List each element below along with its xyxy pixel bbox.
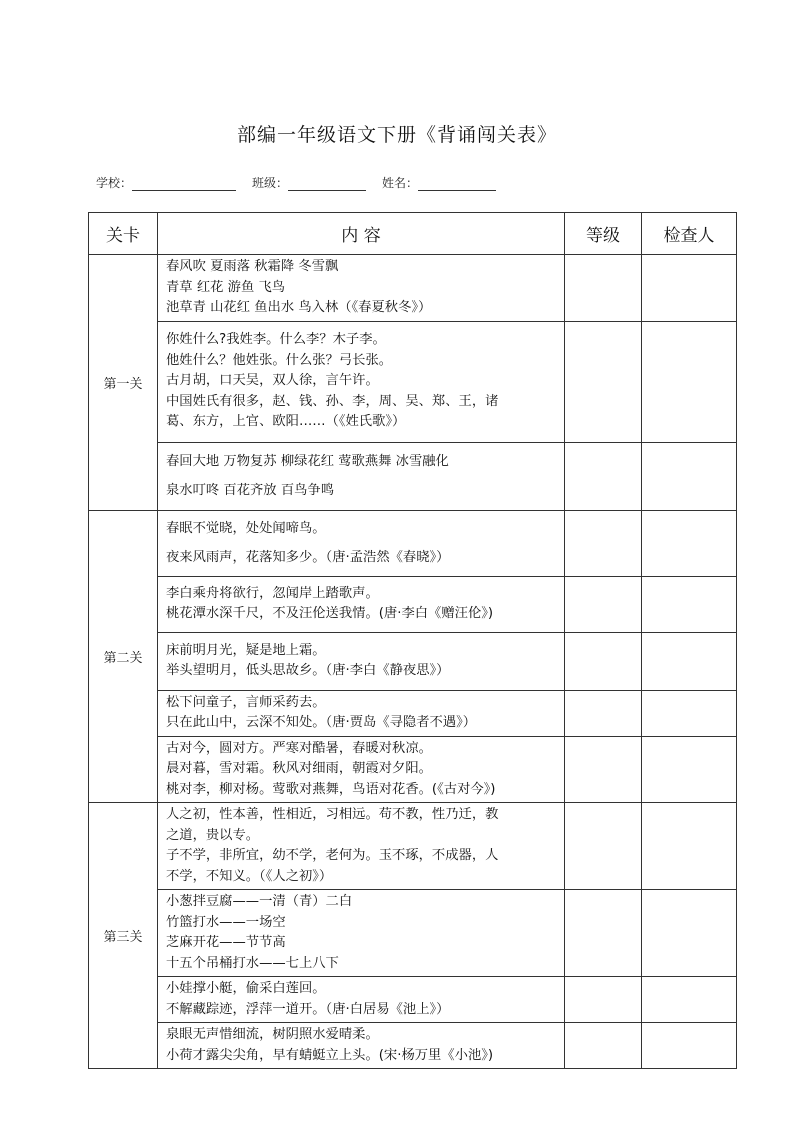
content-line: 子不学，非所宜，幼不学，老何为。玉不琢，不成器，人 bbox=[166, 848, 499, 863]
checker-cell[interactable] bbox=[642, 510, 737, 576]
level-name: 第三关 bbox=[89, 803, 158, 1069]
name-label: 姓名： bbox=[382, 176, 419, 190]
content-line: 人之初，性本善，性相近，习相远。苟不教，性乃迁，教 bbox=[166, 807, 499, 822]
content-cell bbox=[158, 321, 565, 442]
content-line: 春眠不觉晓，处处闻啼鸟。 bbox=[166, 521, 326, 536]
content-line: 泉眼无声惜细流，树阴照水爱晴柔。 bbox=[166, 1027, 379, 1042]
content-cell bbox=[158, 1023, 565, 1069]
content-cell bbox=[158, 510, 565, 576]
content-cell bbox=[158, 890, 565, 977]
content-line: 芝麻开花——节节高 bbox=[166, 935, 286, 950]
school-label: 学校： bbox=[96, 176, 133, 190]
checker-cell[interactable] bbox=[642, 977, 737, 1023]
content-line: 青草 红花 游鱼 飞鸟 bbox=[166, 279, 286, 295]
content-cell bbox=[158, 977, 565, 1023]
content-line: 晨对暮，雪对霜。秋风对细雨，朝霞对夕阳。 bbox=[166, 761, 432, 776]
checker-cell[interactable] bbox=[642, 890, 737, 977]
content-line: 举头望明月，低头思故乡。（唐·李白《静夜思》） bbox=[166, 663, 450, 678]
table-row bbox=[89, 255, 737, 322]
checker-cell[interactable] bbox=[642, 690, 737, 736]
page-title: 部编一年级语文下册《背诵闯关表》 bbox=[236, 124, 557, 146]
grade-cell[interactable] bbox=[565, 510, 642, 576]
content-cell bbox=[158, 442, 565, 510]
grade-cell[interactable] bbox=[565, 803, 642, 890]
content-line: 泉水叮咚 百花齐放 百鸟争鸣 bbox=[166, 483, 335, 498]
content-line: 之道，贵以专。 bbox=[166, 827, 260, 843]
content-line: 桃对李，柳对杨。莺歌对燕舞，鸟语对花香。(《古对今》) bbox=[166, 781, 496, 797]
grade-cell[interactable] bbox=[565, 690, 642, 736]
recitation-table bbox=[88, 212, 737, 1069]
content-line: 中国姓氏有很多，赵、钱、孙、李，周、吴、郑、王，诸 bbox=[166, 393, 499, 409]
grade-cell[interactable] bbox=[565, 321, 642, 442]
content-line: 他姓什么？他姓张。什么张？弓长张。 bbox=[166, 352, 393, 368]
content-cell bbox=[158, 576, 565, 632]
header-grade: 等级 bbox=[565, 213, 642, 255]
checker-cell[interactable] bbox=[642, 803, 737, 890]
info-fields bbox=[96, 174, 496, 191]
content-line: 春回大地 万物复苏 柳绿花红 莺歌燕舞 冰雪融化 bbox=[166, 454, 449, 469]
content-cell bbox=[158, 255, 565, 322]
table-row bbox=[89, 803, 737, 890]
checker-cell[interactable] bbox=[642, 1023, 737, 1069]
name-field bbox=[382, 174, 496, 191]
content-line: 李白乘舟将欲行，忽闻岸上踏歌声。 bbox=[166, 585, 379, 601]
content-line: 古对今，圆对方。严寒对酷暑，春暖对秋凉。 bbox=[166, 740, 432, 756]
content-line: 夜来风雨声，花落知多少。（唐·孟浩然《春晓》） bbox=[166, 550, 450, 565]
table-row bbox=[89, 736, 737, 803]
content-line: 葛、东方，上官、欧阳……（《姓氏歌》） bbox=[166, 414, 406, 430]
header-content: 内 容 bbox=[158, 213, 565, 255]
table-row bbox=[89, 442, 737, 510]
table-row bbox=[89, 510, 737, 576]
content-cell bbox=[158, 803, 565, 890]
grade-cell[interactable] bbox=[565, 442, 642, 510]
checker-cell[interactable] bbox=[642, 442, 737, 510]
class-blank bbox=[288, 180, 366, 191]
content-line: 竹篮打水——一场空 bbox=[166, 914, 286, 930]
checker-cell[interactable] bbox=[642, 632, 737, 690]
content-line: 只在此山中，云深不知处。（唐·贾岛《寻隐者不遇》） bbox=[166, 715, 477, 730]
grade-cell[interactable] bbox=[565, 890, 642, 977]
table-header-row bbox=[89, 213, 737, 255]
content-line: 不解藏踪迹，浮萍一道开。（唐·白居易《池上》） bbox=[166, 1001, 450, 1017]
grade-cell[interactable] bbox=[565, 736, 642, 803]
name-blank bbox=[418, 180, 496, 191]
level-name: 第二关 bbox=[89, 510, 158, 803]
content-line: 小葱拌豆腐——一清（青）二白 bbox=[166, 894, 353, 909]
table-row bbox=[89, 576, 737, 632]
content-line: 春风吹 夏雨落 秋霜降 冬雪飘 bbox=[166, 259, 339, 274]
grade-cell[interactable] bbox=[565, 576, 642, 632]
table-row bbox=[89, 321, 737, 442]
checker-cell[interactable] bbox=[642, 576, 737, 632]
content-line: 小荷才露尖尖角，早有蜻蜓立上头。(宋·杨万里《小池》) bbox=[166, 1047, 494, 1063]
content-line: 十五个吊桶打水——七上八下 bbox=[166, 955, 339, 971]
table-row bbox=[89, 890, 737, 977]
school-field bbox=[96, 174, 252, 191]
content-line: 池草青 山花红 鱼出水 鸟入林（《春夏秋冬》） bbox=[166, 300, 432, 315]
level-name: 第一关 bbox=[89, 255, 158, 511]
content-cell bbox=[158, 690, 565, 736]
content-line: 不学，不知义。（《人之初》） bbox=[166, 868, 333, 884]
content-line: 你姓什么?我姓李。什么李？木子李。 bbox=[166, 332, 386, 348]
grade-cell[interactable] bbox=[565, 255, 642, 322]
table-row bbox=[89, 632, 737, 690]
class-label: 班级： bbox=[252, 176, 289, 190]
content-line: 古月胡，口天吴，双人徐，言午许。 bbox=[166, 373, 379, 389]
header-checker: 检查人 bbox=[642, 213, 737, 255]
table-row bbox=[89, 1023, 737, 1069]
grade-cell[interactable] bbox=[565, 977, 642, 1023]
checker-cell[interactable] bbox=[642, 321, 737, 442]
content-line: 松下问童子，言师采药去。 bbox=[166, 694, 326, 710]
content-line: 小娃撑小艇，偷采白莲回。 bbox=[166, 981, 326, 996]
content-cell bbox=[158, 736, 565, 803]
school-blank bbox=[132, 180, 236, 191]
header-level: 关卡 bbox=[89, 213, 158, 255]
content-line: 床前明月光，疑是地上霜。 bbox=[166, 642, 326, 658]
checker-cell[interactable] bbox=[642, 736, 737, 803]
checker-cell[interactable] bbox=[642, 255, 737, 322]
table-row bbox=[89, 690, 737, 736]
grade-cell[interactable] bbox=[565, 1023, 642, 1069]
class-field bbox=[252, 174, 382, 191]
content-cell bbox=[158, 632, 565, 690]
grade-cell[interactable] bbox=[565, 632, 642, 690]
content-line: 桃花潭水深千尺，不及汪伦送我情。(唐·李白《赠汪伦》) bbox=[166, 606, 494, 621]
table-row bbox=[89, 977, 737, 1023]
